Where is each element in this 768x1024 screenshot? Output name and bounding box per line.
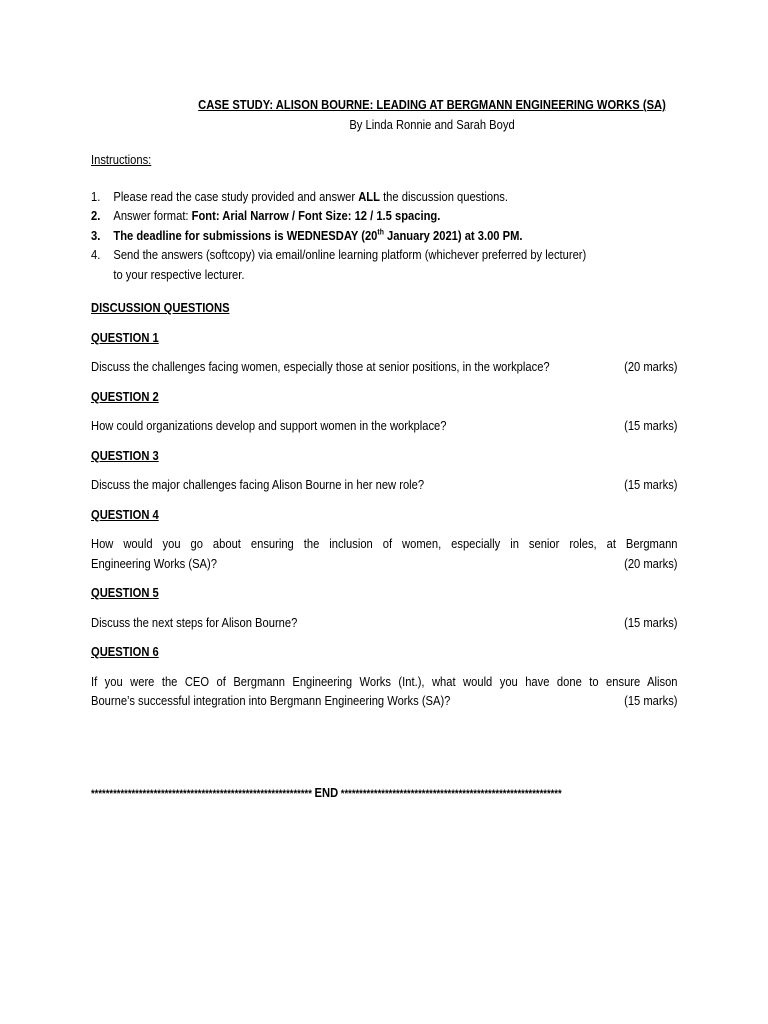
question-body [91, 534, 678, 573]
question-marks: (15 marks) [624, 693, 678, 708]
discussion-heading: DISCUSSION QUESTIONS [91, 300, 230, 315]
question-body [91, 672, 678, 711]
question-text: Discuss the major challenges facing Alison Bourne in her new role? [91, 477, 425, 492]
end-stars-left: ************************************************************ [91, 788, 312, 800]
instruction-text: Please read the case study provided and answer [113, 188, 359, 204]
list-number: 1. [91, 188, 101, 204]
document-byline: By Linda Ronnie and Sarah Boyd [349, 116, 515, 132]
list-number: 3. [91, 227, 101, 243]
question-body [91, 357, 678, 377]
instruction-item-3 [91, 226, 678, 246]
end-marker [91, 783, 678, 805]
question-marks: (20 marks) [624, 359, 678, 374]
question-heading: QUESTION 5 [91, 585, 159, 600]
question-body [91, 416, 678, 436]
question-heading: QUESTION 3 [91, 447, 159, 463]
instruction-text: to your respective lecturer. [113, 266, 245, 282]
question-body [91, 613, 678, 633]
question-marks: (15 marks) [624, 614, 678, 630]
list-number: 2. [91, 208, 101, 223]
question-body [91, 475, 678, 495]
list-number: 4. [91, 247, 101, 262]
end-stars-right: ************************************************************ [340, 788, 562, 800]
instruction-item-2 [91, 206, 678, 226]
question-marks: (20 marks) [624, 555, 678, 571]
instruction-item-1 [91, 187, 678, 207]
instructions-label: Instructions: [91, 152, 152, 167]
instruction-item-4 [91, 245, 678, 284]
question-text: Bourne’s successful integration into Bergmann Engineering Works (SA)? [91, 693, 451, 708]
instructions-section [91, 150, 678, 711]
document-title: CASE STUDY: ALISON BOURNE: LEADING AT BERGMANN ENGINEERING WORKS (SA) [198, 97, 666, 112]
instruction-emphasis: ALL [358, 188, 380, 204]
question-heading: QUESTION 1 [91, 329, 159, 345]
question-marks: (15 marks) [624, 477, 678, 492]
instruction-text: The deadline for submissions is WEDNESDAY (20 [113, 227, 378, 243]
question-heading: QUESTION 6 [91, 644, 159, 659]
question-text: If you were the CEO of Bergmann Engineering Works (Int.), what would you have done to ensure Alison [91, 673, 678, 689]
question-marks: (15 marks) [624, 418, 678, 433]
instruction-text: Send the answers (softcopy) via email/online learning platform (whichever preferred by lecturer) [113, 247, 587, 262]
question-text: How could organizations develop and support women in the workplace? [91, 418, 447, 433]
question-heading: QUESTION 2 [91, 388, 159, 404]
question-heading: QUESTION 4 [91, 506, 159, 522]
superscript: th [377, 227, 384, 237]
question-text: Discuss the challenges facing women, especially those at senior positions, in the workplace? [91, 359, 550, 374]
instruction-text: the discussion questions. [379, 188, 509, 204]
question-text: How would you go about ensuring the inclusion of women, especially in senior roles, at Bergmann [91, 536, 678, 551]
question-text: Engineering Works (SA)? [91, 555, 217, 571]
instructions-list [91, 187, 678, 285]
end-word: END [314, 785, 339, 800]
instruction-text: January 2021) at 3.00 PM. [383, 227, 523, 243]
instruction-text: Answer format: [113, 208, 192, 223]
instruction-emphasis: Font: Arial Narrow / Font Size: 12 / 1.5 spacing. [191, 208, 441, 223]
question-text: Discuss the next steps for Alison Bourne? [91, 614, 298, 630]
